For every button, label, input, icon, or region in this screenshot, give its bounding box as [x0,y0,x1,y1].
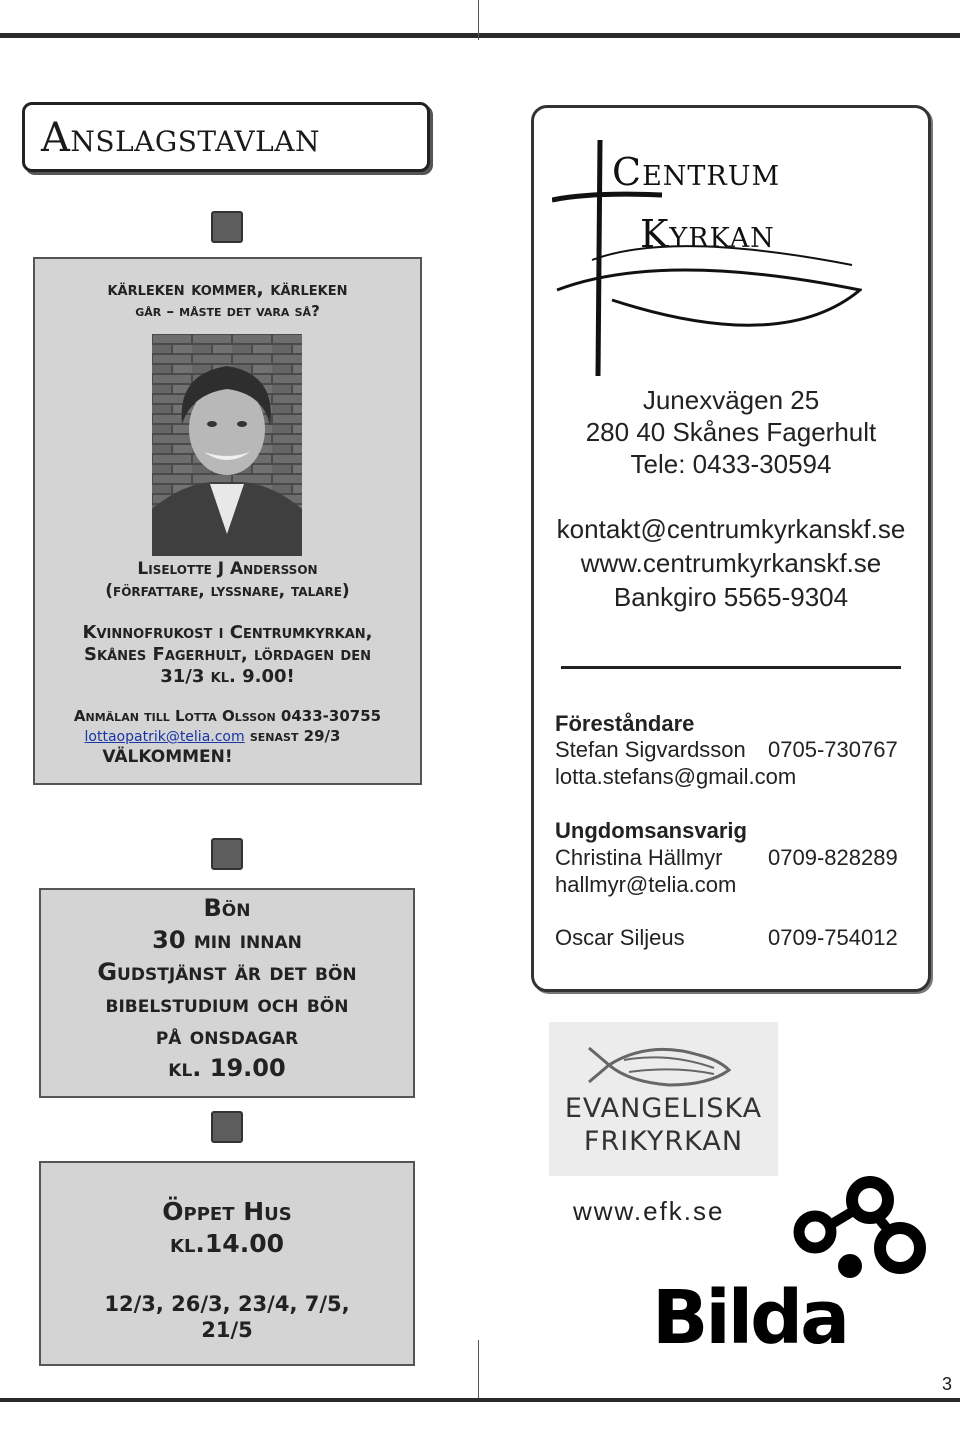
church-web-info [533,512,929,614]
contact-name: Stefan Sigvardsson [555,737,746,762]
church-bankgiro: Bankgiro 5565-9304 [613,582,849,612]
contact-role: Föreståndare [555,711,695,736]
contact-name: Christina Hällmyr [555,845,723,870]
logo-text-kyrkan: Kyrkan [640,212,775,256]
efk-logo: EVANGELISKA FRIKYRKAN [549,1022,778,1176]
speaker-info: Liselotte J Andersson (författare, lyssnare, talare) [105,559,350,601]
open-house-heading: Öppet Hus kl.14.00 [162,1197,292,1258]
event-heading: kärleken kommer, kärleken går – måste det vara så? [107,278,348,320]
column-divider-top [478,0,479,40]
page-number: 3 [941,1374,952,1394]
signup-email-link[interactable]: lottaopatrik@telia.com [84,729,245,745]
page-title-box [22,102,430,172]
column-divider-bottom [478,1340,479,1400]
contact-role: Ungdomsansvarig [555,818,747,843]
event-details: Kvinnofrukost i Centrumkyrkan, Skånes Fagerhult, lördagen den 31/3 kl. 9.00! [82,622,373,687]
open-house-dates: 12/3, 26/3, 23/4, 7/5, 21/5 [104,1292,350,1342]
bottom-rule [0,1398,960,1402]
efk-website[interactable]: www.efk.se [573,1196,725,1226]
contact-phone: 0709-754012 [768,925,898,950]
church-address: Junexvägen 25 280 40 Skånes Fagerhult Tele: 0433-30594 [585,385,877,479]
page-title: Anslagstavlan [41,115,320,161]
contact-phone: 0709-828289 [768,845,898,870]
contact-email[interactable]: hallmyr@telia.com [555,872,737,897]
contact-email[interactable]: lotta.stefans@gmail.com [555,764,797,789]
top-rule [0,33,960,38]
bullet-square [211,1111,243,1143]
logo-text-centrum: Centrum [612,150,781,194]
bilda-logo: Bilda [650,1170,940,1370]
signup-info: Anmälan till Lotta Olsson 0433-30755 lottaopatrik@telia.com senast 29/3 VÄLKOMMEN! [73,707,382,767]
bullet-square [211,211,243,243]
church-website[interactable]: www.centrumkyrkanskf.se [580,548,882,578]
speaker-photo [152,334,302,556]
section-divider [561,666,901,669]
prayer-text: Bön 30 min innan Gudstjänst är det bön bibelstudium och bön på onsdagar kl. 19.00 [97,894,357,1082]
contact-phone: 0705-730767 [768,737,898,762]
church-email[interactable]: kontakt@centrumkyrkanskf.se [556,514,906,544]
bullet-square [211,838,243,870]
contact-name: Oscar Siljeus [555,925,685,950]
